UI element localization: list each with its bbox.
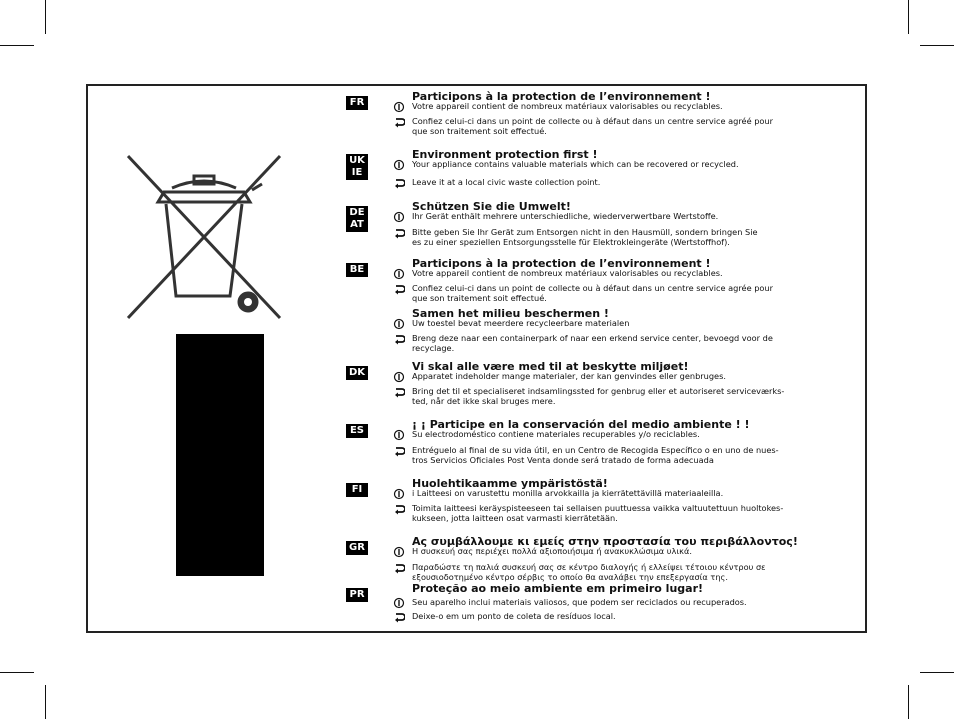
crossed-out-bin-icon xyxy=(124,150,284,320)
section-title: Schützen Sie die Umwelt! xyxy=(412,200,571,213)
section-title: Environment protection first ! xyxy=(412,148,598,161)
recycle-arrow-icon xyxy=(393,333,405,345)
section-title: Participons à la protection de l’environnement ! xyxy=(412,90,711,103)
action-text: Leave it at a local civic waste collection point. xyxy=(412,177,601,187)
country-badge: DK xyxy=(346,366,368,380)
info-icon xyxy=(393,211,405,223)
country-badge: DE AT xyxy=(346,206,368,232)
document-frame xyxy=(86,84,867,633)
section-title: Huolehtikaamme ympäristöstä! xyxy=(412,477,608,490)
info-icon xyxy=(393,159,405,171)
crop-mark xyxy=(908,0,909,34)
info-text: Ihr Gerät enthält mehrere unterschiedliche, wiederverwertbare Wertstoffe. xyxy=(412,211,719,221)
action-text: Bitte geben Sie Ihr Gerät zum Entsorgen nicht in den Hausmüll, sondern bringen Sie es zu einer speziellen Entsorgungsstelle für Elektrokleingeräte (Wertstoffhof). xyxy=(412,227,758,247)
crop-mark xyxy=(920,45,954,46)
country-badge: FR xyxy=(346,96,368,110)
recycle-arrow-icon xyxy=(393,227,405,239)
recycle-arrow-icon xyxy=(393,116,405,128)
action-text: Confiez celui-ci dans un point de collecte ou à défaut dans un centre service agréé pour que son traitement soit effectué. xyxy=(412,116,773,136)
action-text: Confiez celui-ci dans un point de collecte ou à défaut dans un centre service agrée pour que son traitement soit effectué. xyxy=(412,283,773,303)
recycle-arrow-icon xyxy=(393,283,405,295)
section-title: Participons à la protection de l’environnement ! xyxy=(412,257,711,270)
info-text: Apparatet indeholder mange materialer, der kan genvindes eller genbruges. xyxy=(412,371,726,381)
section-title: Ας συμβάλλουμε κι εμείς στην προστασία του περιβάλλοντος! xyxy=(412,535,798,548)
recycle-arrow-icon xyxy=(393,503,405,515)
recycle-arrow-icon xyxy=(393,562,405,574)
crop-mark xyxy=(45,685,46,719)
country-badge: ES xyxy=(346,424,368,438)
info-icon xyxy=(393,597,405,609)
recycle-arrow-icon xyxy=(393,177,405,189)
info-text: Votre appareil contient de nombreux matériaux valorisables ou recyclables. xyxy=(412,101,723,111)
action-text: Deixe-o em um ponto de coleta de resíduos local. xyxy=(412,611,616,621)
info-text: Seu aparelho inclui materiais valiosos, que podem ser reciclados ou recuperados. xyxy=(412,597,747,607)
country-badge: GR xyxy=(346,541,368,555)
action-text: Bring det til et specialiseret indsamlingssted for genbrug eller et autoriseret serviceværks- ted, når det ikke skal bruges mere. xyxy=(412,386,785,406)
info-icon xyxy=(393,488,405,500)
info-icon xyxy=(393,371,405,383)
country-badge: FI xyxy=(346,483,368,497)
info-text: i Laitteesi on varustettu monilla arvokkailla ja kierrätettävillä materiaaleilla. xyxy=(412,488,724,498)
crop-mark xyxy=(908,685,909,719)
action-text: Toimita laitteesi keräyspisteeseen tai sellaisen puuttuessa vaikka valtuutettuun huoltokes- kukseen, jotta laitteen osat varmasti kierrätetään. xyxy=(412,503,784,523)
info-text: Η συσκευή σας περιέχει πολλά αξιοποιήσιμα ή ανακυκλώσιμα υλικά. xyxy=(412,546,692,556)
crop-mark xyxy=(0,672,34,673)
info-text: Su electrodoméstico contiene materiales recuperables y/o reciclables. xyxy=(412,429,700,439)
recycle-arrow-icon xyxy=(393,386,405,398)
info-text: Your appliance contains valuable materials which can be recovered or recycled. xyxy=(412,159,739,169)
info-icon xyxy=(393,268,405,280)
recycle-arrow-icon xyxy=(393,445,405,457)
section-title-nl: Samen het milieu beschermen ! xyxy=(412,307,609,320)
country-badge: UK IE xyxy=(346,154,368,180)
crop-mark xyxy=(45,0,46,34)
info-text: Votre appareil contient de nombreux matériaux valorisables ou recyclables. xyxy=(412,268,723,278)
action-text: Entréguelo al final de su vida útil, en un Centro de Recogida Específico o en uno de nues- tros Servicios Oficiales Post Venta donde será tratado de forma adecuada xyxy=(412,445,779,465)
info-icon xyxy=(393,429,405,441)
action-text: Παραδώστε τη παλιά συσκευή σας σε κέντρο διαλογής ή ελλείψει τέτοιου κέντρου σε εξουσιοδοτημένο κέντρο σέρβις το οποίο θα αναλάβει την επεξεργασία της. xyxy=(412,562,766,582)
black-block xyxy=(176,334,264,576)
info-icon xyxy=(393,318,405,330)
country-badge: BE xyxy=(346,263,368,277)
section-title: Vi skal alle være med til at beskytte miljøet! xyxy=(412,360,689,373)
crop-mark xyxy=(0,45,34,46)
info-icon xyxy=(393,101,405,113)
crop-mark xyxy=(920,672,954,673)
section-title: ¡ ¡ Participe en la conservación del medio ambiente ! ! xyxy=(412,418,750,431)
recycle-arrow-icon xyxy=(393,611,405,623)
country-badge: PR xyxy=(346,588,368,602)
info-text-nl: Uw toestel bevat meerdere recycleerbare materialen xyxy=(412,318,630,328)
section-title: Proteção ao meio ambiente em primeiro lugar! xyxy=(412,582,704,595)
action-text-nl: Breng deze naar een containerpark of naar een erkend service center, bevoegd voor de recyclage. xyxy=(412,333,773,353)
info-icon xyxy=(393,546,405,558)
